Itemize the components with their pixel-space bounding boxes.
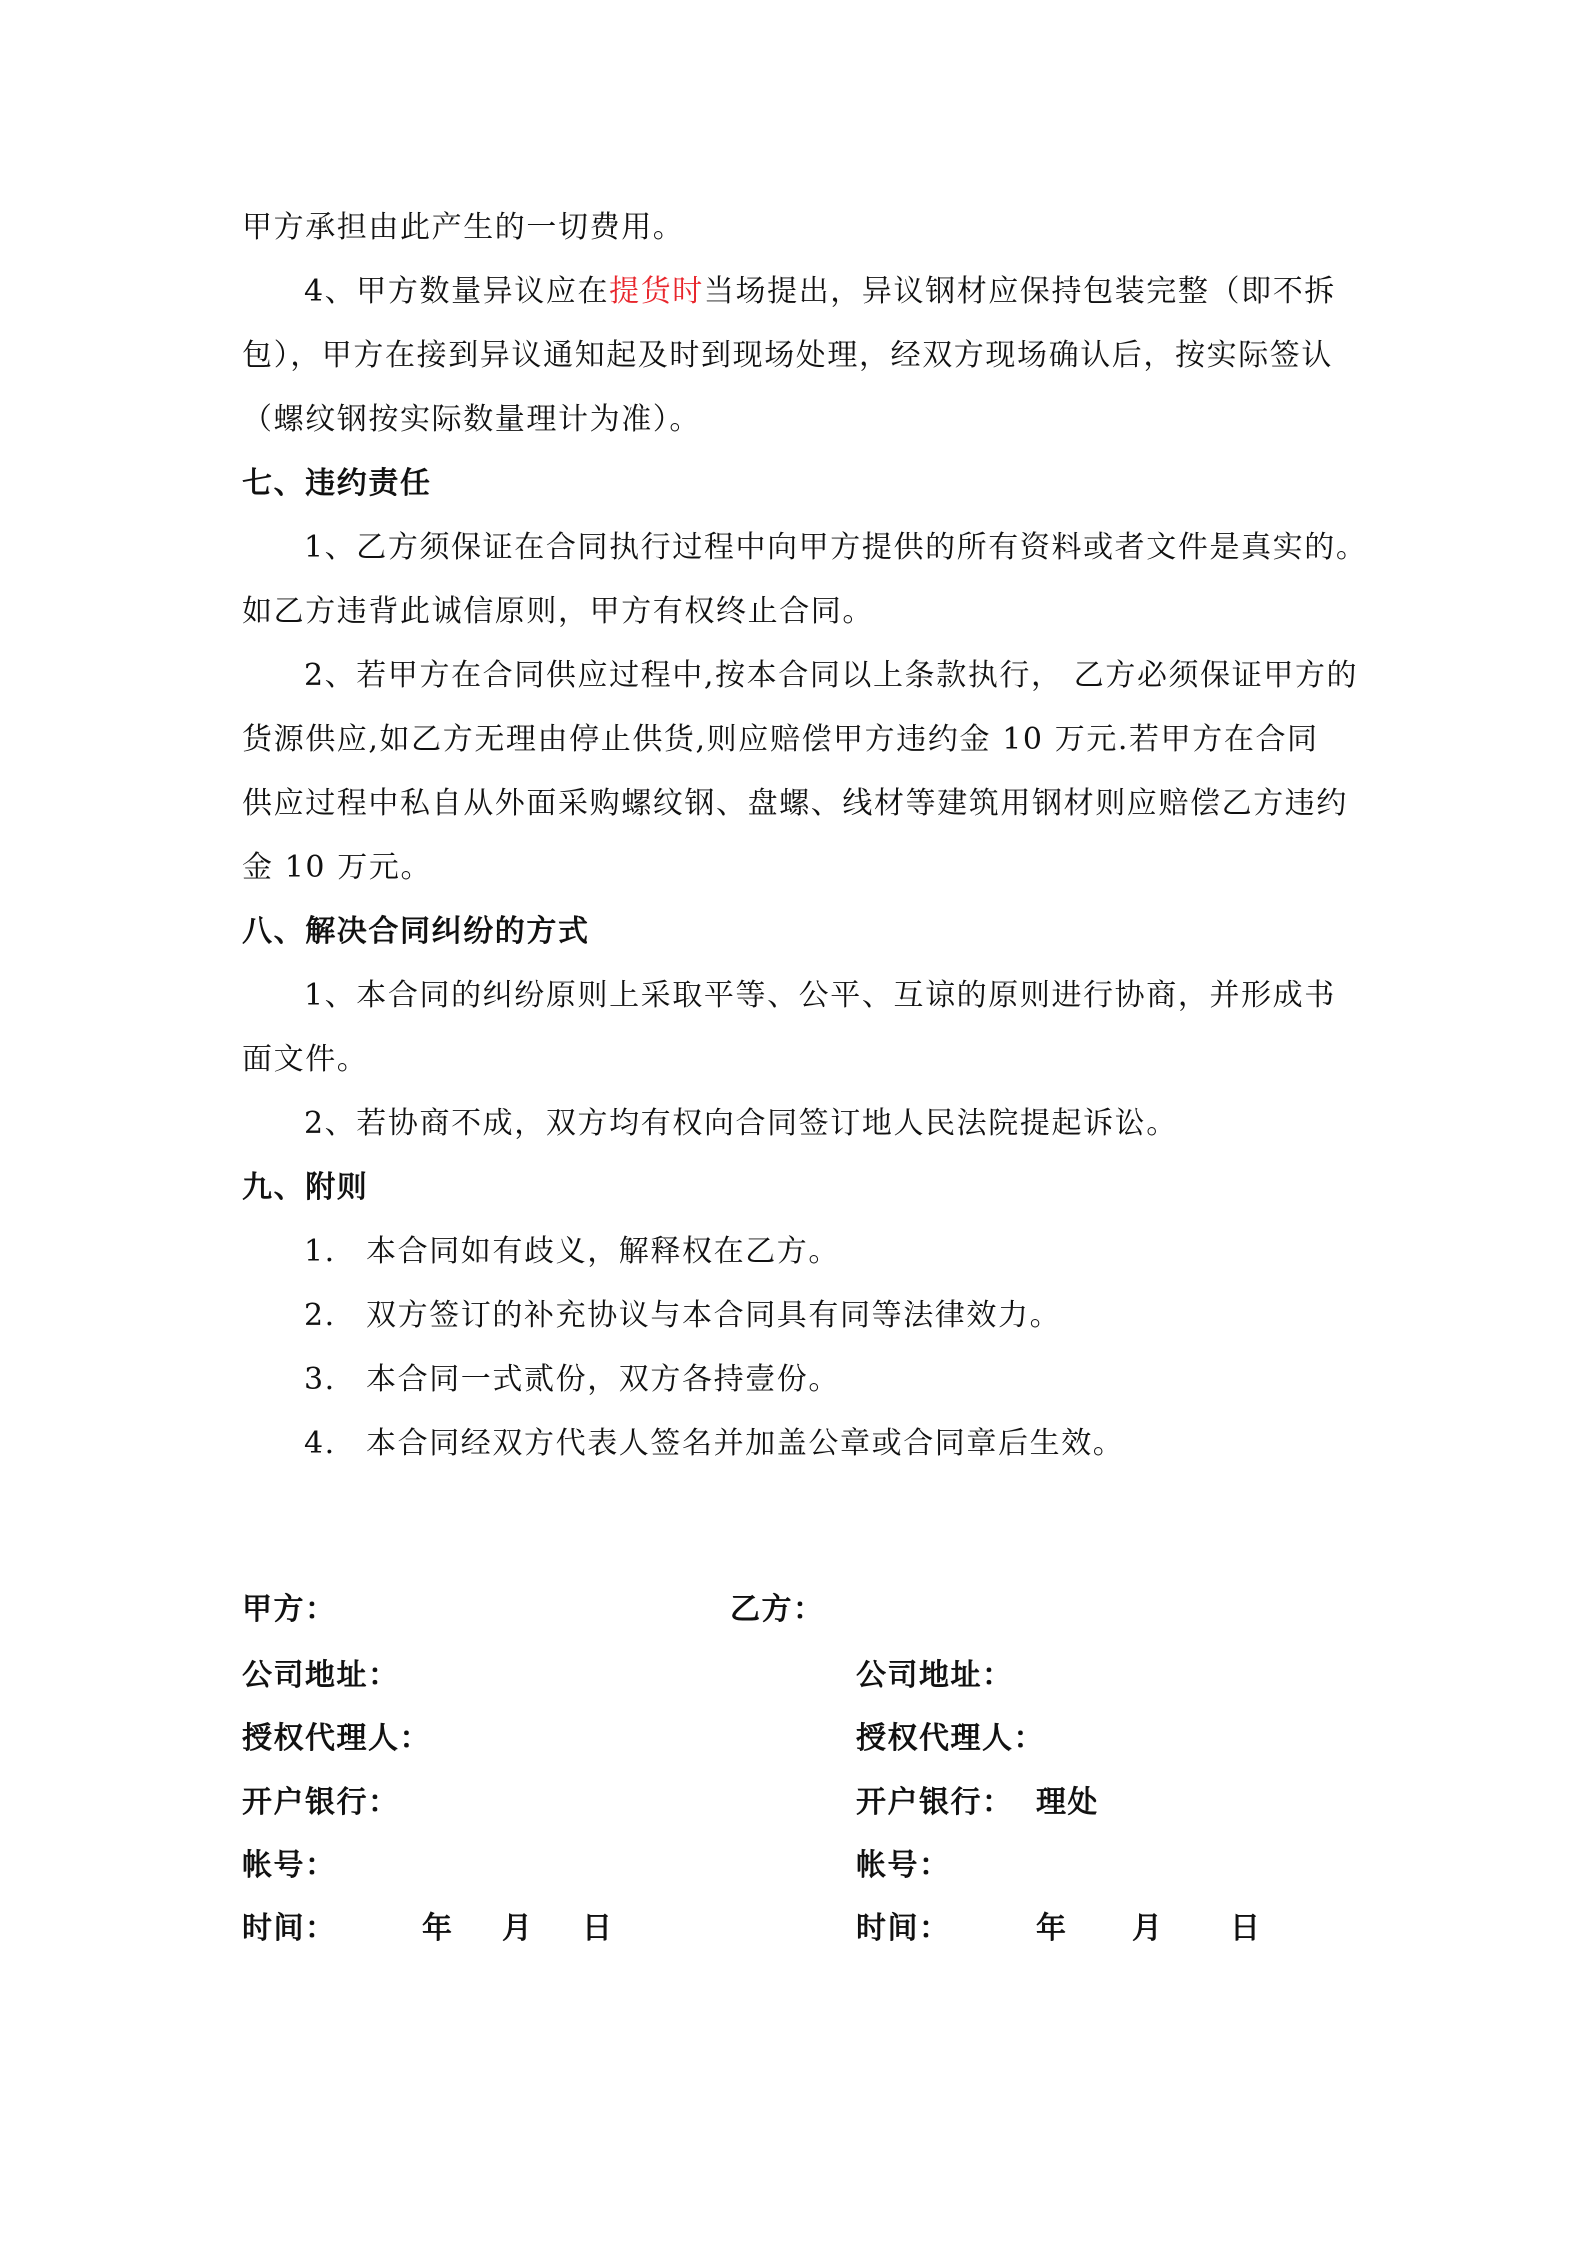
party-b-agent-label: 授权代理人： [856, 1721, 1045, 1756]
clause-7-1-line-1: 1、乙方须保证在合同执行过程中向甲方提供的所有资料或者文件是真实的。 [304, 530, 1368, 565]
list-text: 本合同一式贰份，双方各持壹份。 [366, 1362, 840, 1397]
party-a-time-label: 时间： [242, 1911, 337, 1946]
party-a-bank-label: 开户银行： [242, 1785, 400, 1820]
party-b-bank-label: 开户银行： [856, 1785, 1014, 1820]
clause-8-1-line-2: 面文件。 [242, 1042, 369, 1077]
clause-text: 4、甲方数量异议应在 [304, 274, 610, 309]
list-text: 本合同如有歧义，解释权在乙方。 [366, 1234, 840, 1269]
clause-text: 当场提出，异议钢材应保持包装完整（即不拆 [703, 274, 1336, 309]
party-a-address-label: 公司地址： [242, 1658, 400, 1693]
clause-7-2-line-3: 供应过程中私自从外面采购螺纹钢、盘螺、线材等建筑用钢材则应赔偿乙方违约 [242, 786, 1348, 821]
clause-8-2-line-1: 2、若协商不成，双方均有权向合同签订地人民法院提起诉讼。 [304, 1106, 1178, 1141]
section-8-heading: 八、解决合同纠纷的方式 [242, 914, 590, 949]
party-b-bank-value: 理处 [1036, 1785, 1099, 1820]
clause-7-2-line-2: 货源供应,如乙方无理由停止供货,则应赔偿甲方违约金 10 万元.若甲方在合同 [242, 722, 1319, 757]
party-b-month: 月 [1132, 1911, 1162, 1946]
party-b-label: 乙方： [730, 1592, 825, 1627]
list-number: 4. [304, 1426, 336, 1461]
list-number: 3. [304, 1362, 336, 1397]
party-a-day: 日 [582, 1911, 612, 1946]
party-b-day: 日 [1230, 1911, 1260, 1946]
party-a-label: 甲方： [242, 1592, 337, 1627]
list-number: 1. [304, 1234, 336, 1269]
clause-7-1-line-2: 如乙方违背此诚信原则，甲方有权终止合同。 [242, 594, 874, 629]
list-number: 2. [304, 1298, 336, 1333]
highlighted-text: 提货时 [609, 274, 704, 309]
clause-8-1-line-1: 1、本合同的纠纷原则上采取平等、公平、互谅的原则进行协商，并形成书 [304, 978, 1336, 1013]
party-b-time-label: 时间： [856, 1911, 951, 1946]
party-a-agent-label: 授权代理人： [242, 1721, 431, 1756]
section-7-heading: 七、违约责任 [242, 466, 432, 501]
clause-6-4-line-1 [242, 260, 1354, 324]
list-item [242, 1412, 1354, 1476]
clause-6-4-line-3: （螺纹钢按实际数量理计为准）。 [242, 402, 701, 437]
party-a-year: 年 [422, 1911, 452, 1946]
party-a-account-label: 帐号： [242, 1848, 337, 1883]
party-b-account-label: 帐号： [856, 1848, 951, 1883]
paragraph-continuation: 甲方承担由此产生的一切费用。 [242, 210, 685, 245]
party-a-month: 月 [502, 1911, 532, 1946]
party-b-address-label: 公司地址： [856, 1658, 1014, 1693]
party-b-year: 年 [1036, 1911, 1066, 1946]
list-item [242, 1284, 1354, 1348]
clause-7-2-line-4: 金 10 万元。 [242, 850, 433, 885]
list-item [242, 1220, 1354, 1284]
list-item [242, 1348, 1354, 1412]
contract-body [242, 196, 1368, 1476]
section-9-heading: 九、附则 [242, 1170, 369, 1205]
list-text: 本合同经双方代表人签名并加盖公章或合同章后生效。 [366, 1426, 1125, 1461]
list-text: 双方签订的补充协议与本合同具有同等法律效力。 [366, 1298, 1062, 1333]
clause-6-4-line-2: 包），甲方在接到异议通知起及时到现场处理，经双方现场确认后，按实际签认 [242, 338, 1333, 373]
clause-7-2-line-1: 2、若甲方在合同供应过程中,按本合同以上条款执行， 乙方必须保证甲方的 [304, 658, 1359, 693]
